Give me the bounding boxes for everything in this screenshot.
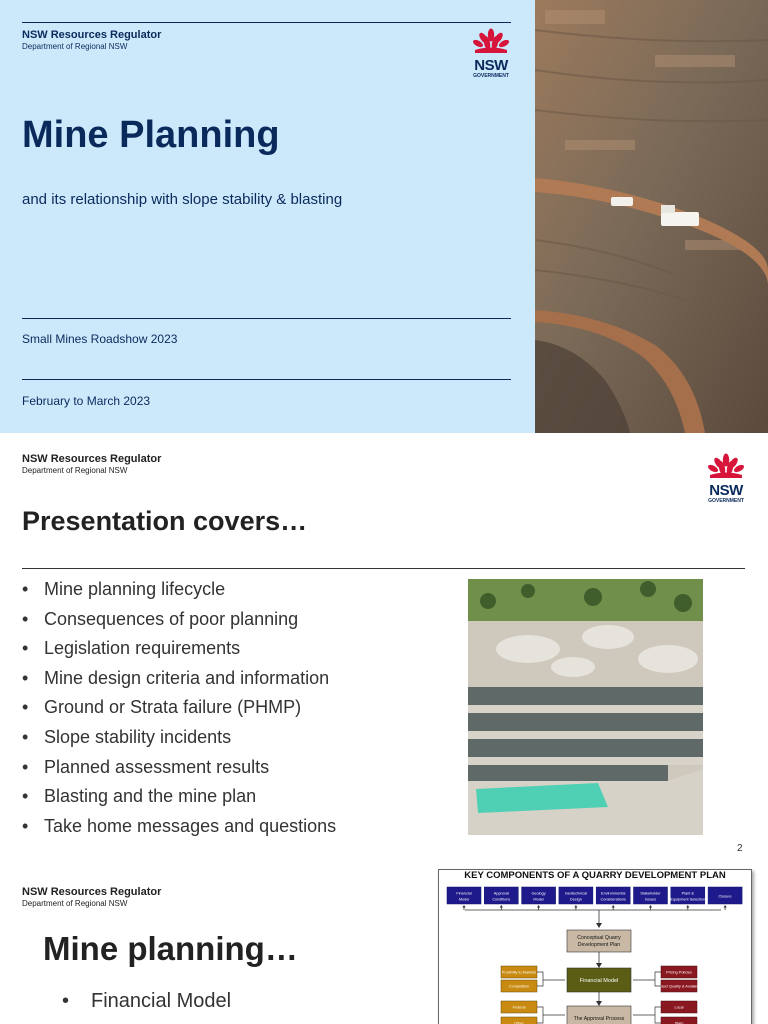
arrow-head	[537, 905, 540, 908]
quarry-aerial-photo	[468, 579, 703, 835]
left-factor-label: Federal	[512, 1005, 526, 1010]
list-item: • Mine design criteria and information	[22, 667, 330, 688]
list-item-text: Consequences of poor planning	[44, 608, 299, 629]
org-name: NSW Resources Regulator	[22, 886, 162, 898]
right-factor-label: Local	[674, 1005, 684, 1010]
event-divider	[22, 318, 511, 319]
nsw-government-logo	[469, 28, 513, 79]
component-box-label: Closure	[718, 894, 732, 899]
agenda-slide	[0, 433, 768, 865]
list-item: • Financial Model	[62, 990, 232, 1012]
approval-process-label: The Approval Process	[573, 1016, 625, 1022]
component-box-label: Plant &	[681, 891, 694, 896]
component-box-label: Considerations	[600, 897, 626, 902]
slide-title: Mine Planning	[22, 114, 280, 156]
org-name: NSW Resources Regulator	[22, 453, 162, 465]
component-box-label: Stakeholder	[640, 891, 661, 896]
org-block	[22, 453, 161, 476]
nsw-government-logo	[704, 453, 748, 504]
diagram-title: KEY COMPONENTS OF A QUARRY DEVELOPMENT PLAN	[464, 870, 726, 881]
list-item-text: Blasting and the mine plan	[44, 786, 257, 807]
org-block	[22, 886, 161, 909]
org-department: Department of Regional NSW	[22, 42, 128, 51]
slide-heading: Mine planning…	[43, 930, 298, 967]
concept-line-1: Conceptual Quarry	[577, 935, 621, 941]
list-item: • Legislation requirements	[22, 638, 241, 659]
top-divider	[22, 22, 511, 23]
component-box-label: Environmental	[601, 891, 626, 896]
list-item: • Mine planning lifecycle	[22, 579, 226, 599]
right-factor-label: Pricing Policies	[666, 970, 692, 975]
list-item: • Slope stability incidents	[22, 726, 232, 747]
page-number: 2	[737, 843, 743, 854]
waratah-icon	[469, 28, 513, 54]
component-box-label: Conditions	[492, 897, 511, 902]
component-box-label: Equipment Selection	[670, 897, 706, 902]
arrow-head	[462, 905, 465, 908]
logo-nsw-text: NSW	[474, 57, 508, 74]
component-box-label: Approval	[493, 891, 509, 896]
component-boxes	[447, 887, 742, 904]
slide-heading: Presentation covers…	[22, 506, 308, 536]
component-box-label: Model	[533, 897, 544, 902]
open-pit-mine-photo	[535, 0, 768, 433]
concept-plan-box	[567, 930, 631, 952]
title-slide	[0, 0, 768, 433]
waratah-icon	[704, 453, 748, 479]
list-item: • Blasting and the mine plan	[22, 786, 257, 807]
component-box-label: Design	[569, 897, 582, 902]
component-box-label: Geology	[531, 891, 546, 896]
event-name: Small Mines Roadshow 2023	[22, 332, 178, 346]
list-item-text: Legislation requirements	[44, 638, 241, 659]
slide-subtitle: and its relationship with slope stability & blasting	[22, 191, 343, 208]
left-factor-label: Proximity to Markets	[501, 970, 537, 975]
component-box-label: Geotechnical	[564, 891, 587, 896]
list-item-text: Slope stability incidents	[44, 726, 232, 747]
financial-model-label: Financial Model	[579, 978, 619, 984]
dates-divider	[22, 379, 511, 380]
list-item-text: Mine planning lifecycle	[44, 579, 226, 599]
org-name: NSW Resources Regulator	[22, 29, 162, 41]
right-factor-label: Product Quality & Availability	[654, 984, 704, 989]
agenda-list	[22, 577, 336, 843]
list-item: • Ground or Strata failure (PHMP)	[22, 697, 302, 718]
truck-icon	[611, 197, 633, 206]
left-factor-label: Other	[514, 1021, 524, 1024]
list-item: • Planned assessment results	[22, 756, 270, 777]
mine-planning-slide	[0, 865, 768, 1024]
arrow-head	[500, 905, 503, 908]
logo-government-text: GOVERNMENT	[708, 498, 744, 504]
list-item: • Consequences of poor planning	[22, 608, 299, 629]
arrow-head	[724, 905, 727, 908]
arrow-head	[612, 905, 615, 908]
component-box-label: Financial	[456, 891, 472, 896]
concept-line-2: Development Plan	[577, 942, 621, 948]
list-item-text: Take home messages and questions	[44, 815, 337, 836]
logo-nsw-text: NSW	[709, 482, 743, 499]
org-department: Department of Regional NSW	[22, 899, 128, 908]
left-factor-label: Competition	[508, 984, 530, 989]
org-department: Department of Regional NSW	[22, 466, 128, 475]
list-item-text: Mine design criteria and information	[44, 667, 330, 688]
event-dates: February to March 2023	[22, 394, 151, 408]
arrow-head	[649, 905, 652, 908]
haul-truck-icon	[661, 212, 699, 226]
right-factor-label: State	[674, 1021, 684, 1024]
list-item-text: Ground or Strata failure (PHMP)	[44, 697, 302, 718]
org-block	[22, 29, 161, 52]
component-box-label: Issues	[645, 897, 656, 902]
heading-divider	[22, 568, 745, 569]
diagram-canvas	[439, 870, 751, 1024]
list-item-text: Financial Model	[91, 990, 232, 1012]
component-box-label: Model	[458, 897, 470, 902]
list-item-text: Planned assessment results	[44, 756, 270, 777]
list-item: • Take home messages and questions	[22, 815, 337, 836]
logo-government-text: GOVERNMENT	[473, 73, 509, 79]
quarry-development-diagram	[438, 869, 752, 1024]
arrow-head	[686, 905, 689, 908]
arrow-head	[574, 905, 577, 908]
